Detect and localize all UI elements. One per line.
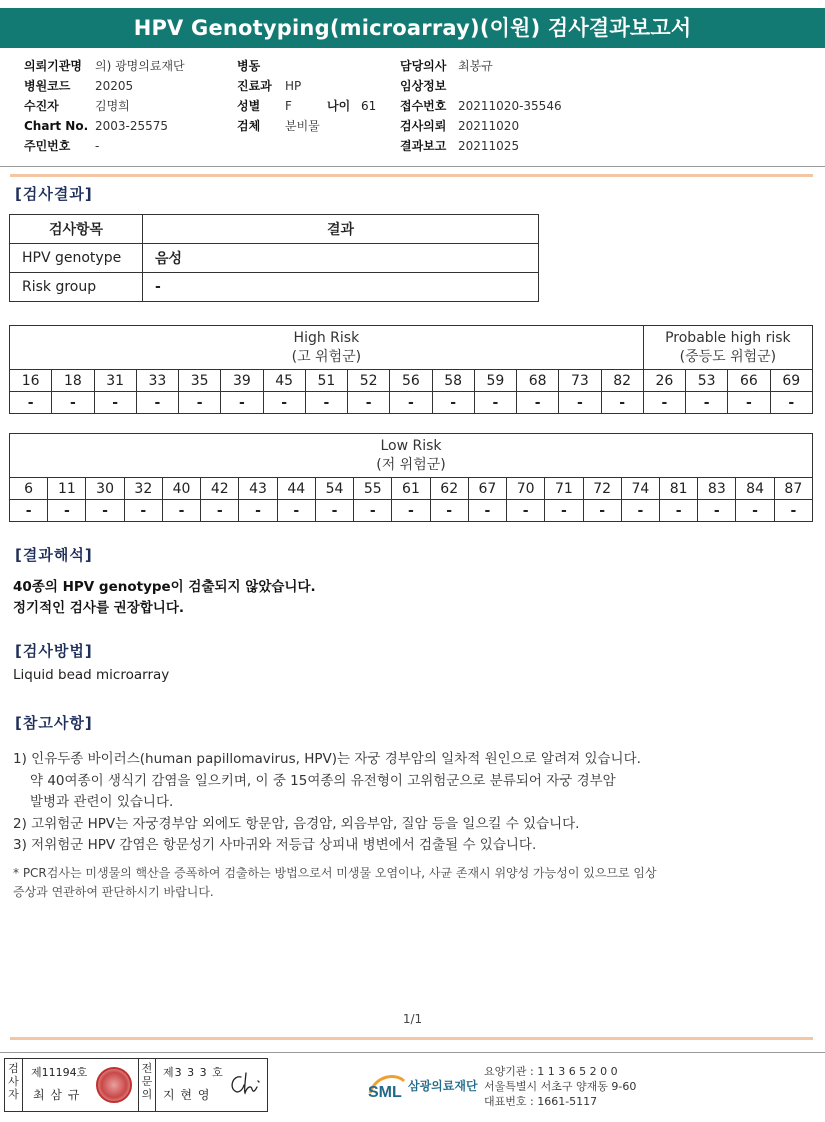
value-sex: F [285,99,292,113]
table-row [10,244,539,273]
genotype-result-cell: - [315,500,353,522]
value-report-date: 20211025 [458,139,520,153]
genotype-result-cell: - [468,500,506,522]
patient-info-col2 [237,56,320,136]
value-age: 61 [361,99,377,113]
genotype-cell: 54 [315,478,353,500]
cell-result: - [143,273,539,302]
genotype-cell: 33 [136,370,178,392]
section-title-method: [검사방법] [15,642,93,660]
genotype-result-cell: - [474,392,516,414]
genotype-cell: 44 [277,478,315,500]
handwritten-signature-icon [227,1069,263,1099]
genotype-result-cell: - [52,392,94,414]
label-requesting-org: 의뢰기관명 [24,59,82,73]
divider-orange-bottom [10,1037,813,1040]
value-hospital-code: 20205 [95,79,134,93]
footnote-line: 증상과 연관하여 판단하시기 바랍니다. [13,885,214,899]
genotype-result-cell: - [432,392,474,414]
low-risk-sublabel: (저 위험군) [376,456,446,473]
interpretation-line: 정기적인 검사를 권장합니다. [13,600,185,616]
genotype-cell: 11 [48,478,86,500]
logo-text: SML [368,1084,402,1101]
genotype-cell: 72 [583,478,621,500]
genotype-cell: 73 [559,370,601,392]
genotype-cell: 84 [736,478,774,500]
genotype-result-cell: - [124,500,162,522]
label-age: 나이 [327,99,351,113]
genotype-cell: 42 [201,478,239,500]
low-risk-header [10,434,813,478]
genotype-cell: 61 [392,478,430,500]
genotype-result-cell: - [162,500,200,522]
tester-name: 최 삼 규 [33,1088,81,1102]
genotype-cell: 31 [94,370,136,392]
interpretation-text [13,577,316,619]
genotype-result-cell: - [392,500,430,522]
genotype-cell: 40 [162,478,200,500]
interpretation-line: 40종의 HPV genotype이 검출되지 않았습니다. [13,579,316,595]
genotype-cell: 53 [686,370,728,392]
genotype-cell: 30 [86,478,124,500]
header-result: 결과 [143,215,539,244]
genotype-result-cell: - [263,392,305,414]
divider-bottom [0,1052,825,1053]
genotype-result-cell: - [770,392,813,414]
type-row [10,478,813,500]
label-clinical-info: 임상정보 [400,79,447,93]
note-item-1-line-2: 약 40여종이 생식기 감염을 일으키며, 이 중 15여종의 유전형이 고위험군으로 분류되어 자궁 경부암 [30,772,616,789]
footnote [13,864,657,902]
genotype-cell: 35 [179,370,221,392]
genotype-result-cell: - [659,500,697,522]
genotype-result-cell: - [48,500,86,522]
label-specimen: 검체 [237,119,261,133]
genotype-result-cell: - [643,392,685,414]
genotype-result-cell: - [736,500,774,522]
result-table [9,214,539,302]
specialist-vertical-text: 전 문 의 [141,1062,153,1101]
genotype-cell: 52 [348,370,390,392]
genotype-cell: 32 [124,478,162,500]
genotype-cell: 58 [432,370,474,392]
genotype-result-cell: - [221,392,263,414]
value-department: HP [285,79,302,93]
sml-logo-icon [366,1067,406,1103]
genotype-cell: 81 [659,478,697,500]
genotype-result-cell: - [390,392,432,414]
notes-list [13,749,641,857]
genotype-cell: 56 [390,370,432,392]
genotype-result-cell: - [179,392,221,414]
result-table-header [10,215,539,244]
value-requesting-org: 의) 광명의료재단 [95,59,185,73]
company-line: 서울특별시 서초구 양재동 9-60 [484,1080,637,1093]
section-title-result: [검사결과] [15,185,93,203]
header-test-item: 검사항목 [10,215,143,244]
patient-age [327,96,376,116]
divider-orange-top [10,174,813,177]
tester-vertical-label [5,1059,23,1111]
note-item-2: 2) 고위험군 HPV는 자궁경부암 외에도 항문암, 음경암, 외음부암, 질암 등을 일으킬 수 있습니다. [13,815,580,832]
footnote-line: * PCR검사는 미생물의 핵산을 증폭하여 검출하는 방법으로서 미생물 오염이나, 사균 존재시 위양성 가능성이 있으므로 임상 [13,866,657,880]
value-chart-no: 2003-25575 [95,119,169,133]
cell-result: 음성 [143,244,539,273]
label-ward: 병동 [237,59,261,73]
value-specimen: 분비물 [285,119,320,133]
divider-top [0,166,825,167]
patient-info-col1 [24,56,185,156]
genotype-cell: 66 [728,370,770,392]
genotype-cell: 16 [10,370,52,392]
value-receipt-no: 20211020-35546 [458,99,562,113]
genotype-cell: 67 [468,478,506,500]
genotype-cell: 87 [774,478,812,500]
genotype-cell: 70 [507,478,545,500]
genotype-result-cell: - [583,500,621,522]
genotype-result-cell: - [728,392,770,414]
genotype-result-cell: - [774,500,812,522]
result-row [10,500,813,522]
label-resident-no: 주민번호 [24,139,71,153]
genotype-result-cell: - [348,392,390,414]
section-title-notes: [참고사항] [15,714,93,732]
specialist-name: 지 현 영 [163,1088,211,1102]
genotype-result-cell: - [277,500,315,522]
value-patient: 김명희 [95,99,130,113]
patient-info-col3 [400,56,562,156]
genotype-cell: 26 [643,370,685,392]
label-department: 진료과 [237,79,272,93]
method-text: Liquid bead microarray [13,667,170,683]
cell-item: Risk group [10,273,143,302]
seal-stamp-icon [96,1067,132,1103]
genotype-result-cell: - [601,392,643,414]
genotype-cell: 45 [263,370,305,392]
note-item-1-line-3: 발병과 관련이 있습니다. [30,794,174,810]
value-doctor: 최봉규 [458,59,493,73]
genotype-cell: 69 [770,370,813,392]
genotype-cell: 55 [354,478,392,500]
note-item-1-line-1: 1) 인유두종 바이러스(human papillomavirus, HPV)는 자궁 경부암의 일차적 원인으로 알려져 있습니다. [13,751,641,767]
value-resident-no: - [95,139,100,153]
label-chart-no: Chart No. [24,119,89,133]
high-risk-table [9,325,813,414]
genotype-cell: 6 [10,478,48,500]
genotype-cell: 82 [601,370,643,392]
genotype-result-cell: - [545,500,583,522]
probable-risk-header [643,326,812,370]
genotype-result-cell: - [10,392,52,414]
probable-risk-label: Probable high risk [665,329,791,346]
label-receipt-no: 접수번호 [400,99,447,113]
genotype-result-cell: - [136,392,178,414]
probable-risk-sublabel: (중등도 위험군) [679,348,777,365]
section-title-interpretation: [결과해석] [15,546,93,564]
genotype-result-cell: - [305,392,347,414]
specialist-license-no: 제3 3 3 호 [163,1066,224,1079]
genotype-result-cell: - [559,392,601,414]
label-sex: 성별 [237,99,261,113]
high-risk-header [10,326,644,370]
genotype-cell: 74 [621,478,659,500]
label-report-date: 결과보고 [400,139,447,153]
company-line: 대표번호 : 1661-5117 [484,1095,598,1108]
genotype-result-cell: - [86,500,124,522]
table-row [10,273,539,302]
low-risk-table [9,433,813,522]
genotype-result-cell: - [239,500,277,522]
page-number: 1/1 [402,1012,423,1026]
company-line: 요양기관 : 1 1 3 6 5 2 0 0 [484,1065,618,1078]
genotype-result-cell: - [686,392,728,414]
genotype-result-cell: - [430,500,468,522]
tester-license-no: 제11194호 [31,1066,88,1079]
label-hospital-code: 병원코드 [24,79,71,93]
tester-vertical-text: 검 사 자 [8,1062,19,1101]
signature-box [4,1058,268,1112]
genotype-cell: 71 [545,478,583,500]
label-patient: 수진자 [24,99,59,113]
genotype-cell: 39 [221,370,263,392]
genotype-result-cell: - [507,500,545,522]
value-request-date: 20211020 [458,119,520,133]
high-risk-sublabel: (고 위험군) [291,348,362,365]
genotype-cell: 68 [517,370,559,392]
genotype-cell: 43 [239,478,277,500]
genotype-cell: 59 [474,370,516,392]
cell-item: HPV genotype [10,244,143,273]
result-row [10,392,813,414]
company-name: 삼광의료재단 [408,1079,478,1093]
genotype-result-cell: - [201,500,239,522]
genotype-cell: 83 [698,478,736,500]
high-risk-label: High Risk [293,329,360,346]
genotype-result-cell: - [94,392,136,414]
genotype-cell: 18 [52,370,94,392]
specialist-vertical-label [138,1059,156,1111]
genotype-cell: 51 [305,370,347,392]
genotype-result-cell: - [517,392,559,414]
genotype-result-cell: - [354,500,392,522]
genotype-result-cell: - [621,500,659,522]
label-doctor: 담당의사 [400,59,447,73]
type-row [10,370,813,392]
note-item-3: 3) 저위험군 HPV 감염은 항문성기 사마귀와 저등급 상피내 병변에서 검출될 수 있습니다. [13,837,537,853]
company-info [484,1064,636,1109]
genotype-cell: 62 [430,478,468,500]
genotype-result-cell: - [698,500,736,522]
report-title: HPV Genotyping(microarray)(이원) 검사결과보고서 [0,8,825,48]
label-request-date: 검사의뢰 [400,119,447,133]
genotype-result-cell: - [10,500,48,522]
low-risk-label: Low Risk [380,437,442,454]
